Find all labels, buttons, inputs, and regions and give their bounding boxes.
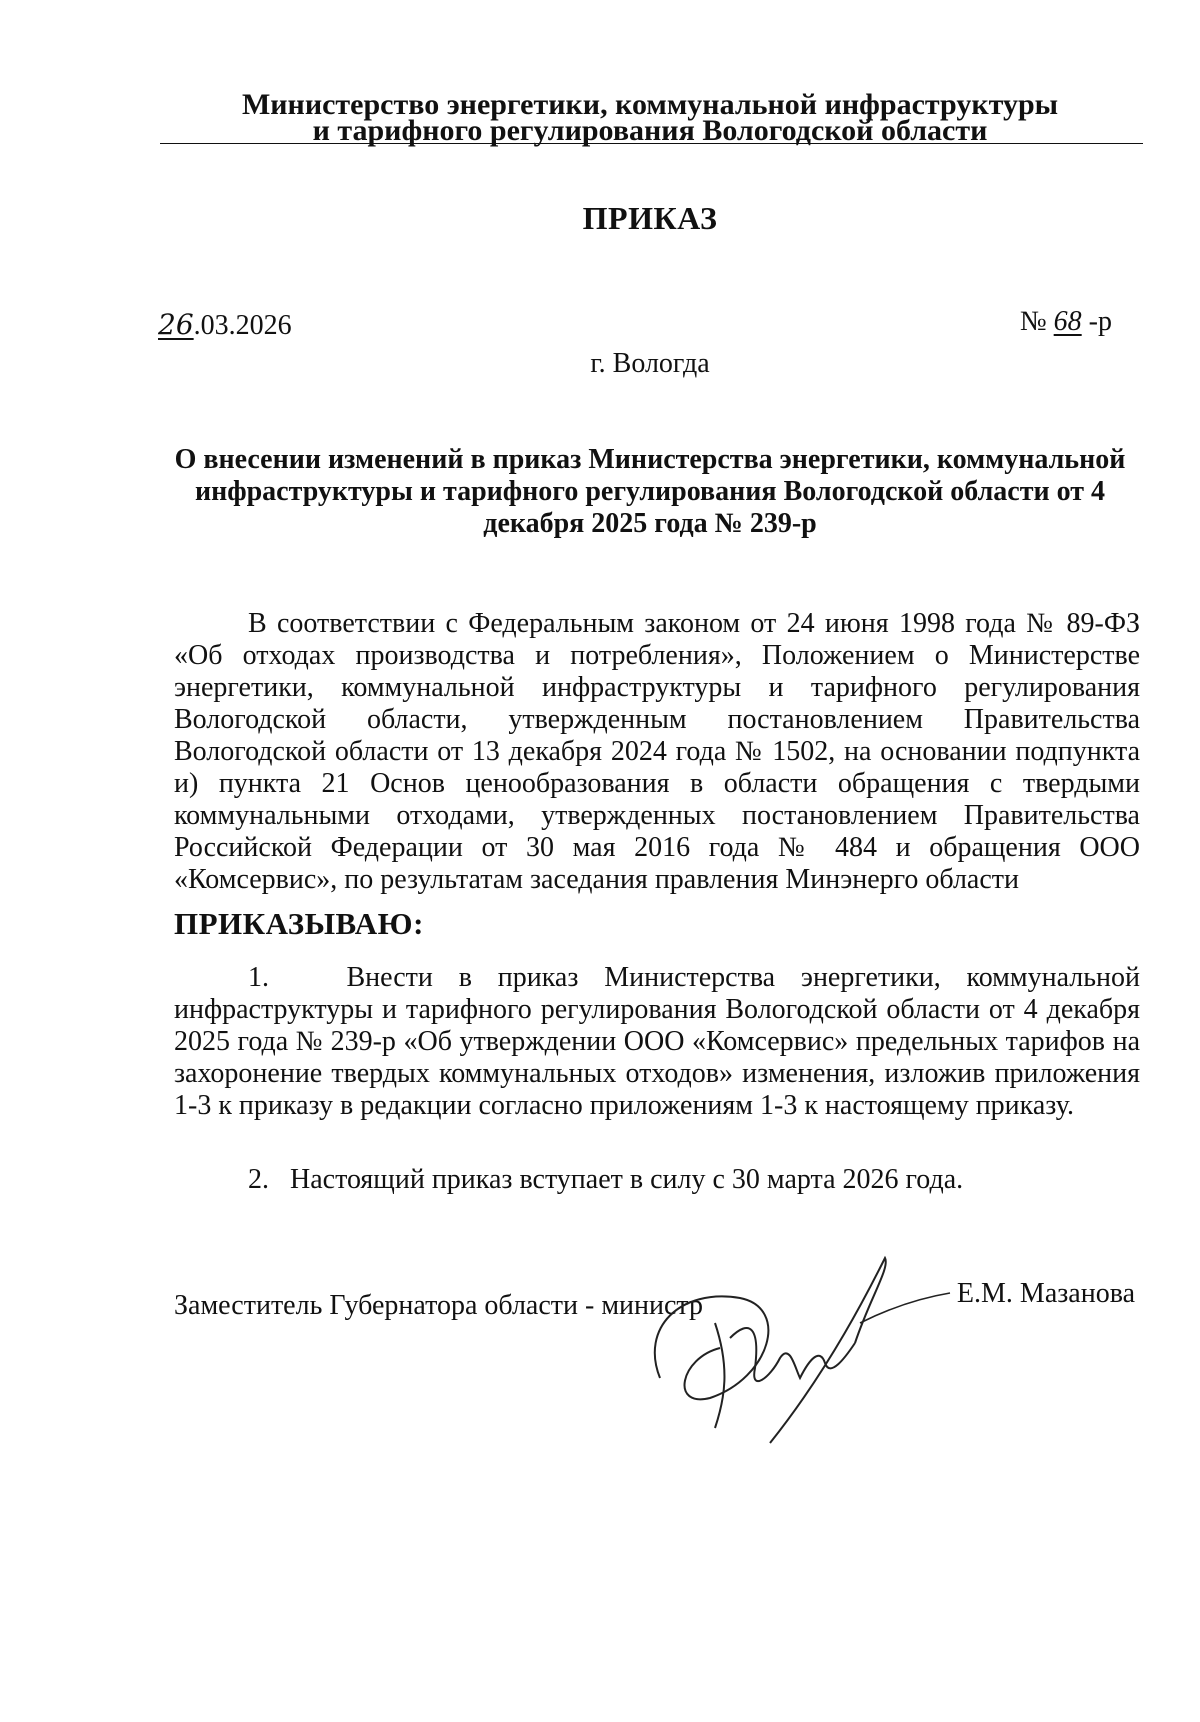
document-subject: О внесении изменений в приказ Министерства энергетики, коммунальной инфраструктуры и тарифного регулирования Вологодской области от 4 декабря 2025 года № 239-р (174, 444, 1126, 539)
signer-title: Заместитель Губернатора области - министр (174, 1290, 703, 1321)
item-2-text: Настоящий приказ вступает в силу с 30 марта 2026 года. (290, 1164, 964, 1195)
item-1-number: 1. (248, 962, 269, 993)
ministry-name-line-2: и тарифного регулирования Вологодской области (312, 114, 988, 147)
header-underline (160, 143, 1143, 144)
signer-name: Е.М. Мазанова (956, 1278, 1135, 1309)
handwritten-signature (620, 1228, 980, 1448)
item-2-number: 2. (248, 1164, 269, 1195)
decree-word: ПРИКАЗЫВАЮ: (174, 906, 424, 941)
ministry-name-line-1: Министерство энергетики, коммунальной инфраструктуры (241, 88, 1059, 121)
order-item-2 (174, 1164, 1140, 1196)
date-day-handwritten: 26 (158, 308, 194, 341)
date-month-year: .03.2026 (193, 310, 292, 341)
document-date (158, 308, 292, 342)
preamble-paragraph: В соответствии с Федеральным законом от 24 июня 1998 года № 89-ФЗ «Об отходах производства и потребления», Положением о Министерстве энергетики, коммунальной инфраструктуры и тарифного регулирования Вологодской области, утвержденным постановлением Правительства Вологодской области от 13 декабря 2024 года № 1502, на основании подпункта и) пункта 21 Основ ценообразования в области обращения с твердыми коммунальными отходами, утвержденных постановлением Правительства Российской Федерации от 30 мая 2016 года № 484 и обращения ООО «Комсервис», по результатам заседания правления Минэнерго области (174, 608, 1140, 895)
document-number (1020, 306, 1112, 338)
number-handwritten: 68 (1053, 306, 1082, 337)
number-prefix: № (1019, 306, 1054, 337)
document-city: г. Вологда (590, 348, 710, 379)
number-suffix: -р (1081, 306, 1112, 337)
order-item-1 (174, 962, 1140, 1122)
document-type-title: ПРИКАЗ (582, 200, 718, 236)
item-1-text: Внести в приказ Министерства энергетики, коммунальной инфраструктуры и тарифного регулирования Вологодской области от 4 декабря 2025 года № 239-р «Об утверждении ООО «Комсервис» предельных тарифов на захоронение твердых коммунальных отходов» изменения, изложив приложения 1-3 к приказу в редакции согласно приложениям 1-3 к настоящему приказу. (174, 962, 1140, 1121)
